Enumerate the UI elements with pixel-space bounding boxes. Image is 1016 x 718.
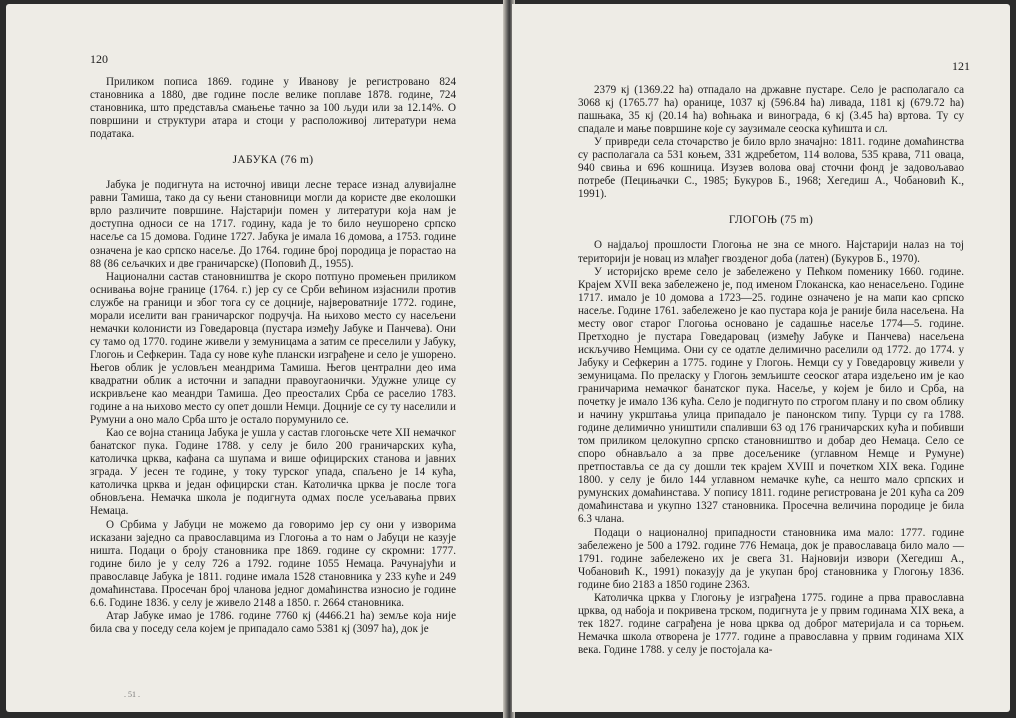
page-number-right: 121 [952, 59, 970, 73]
paragraph: У историјско време село је забележено у Пећком поменику 1660. године. Крајем XVII века забележено је, под именом Глоканска, као ненасељено. Године 1717. имало је 10 домова а 1723—25. године означено је на мапи као српско насеље. Године 1761. забележено је као пустара која је раније била насељена. На месту овог старог Глогоња основано је садашње насеље 1774—5. године. Претходно је пустара Говедаровац (између Јабуке и Панчева) насељена искључиво Немцима. Они су се одатле делимично раселили од 1772. до 1774. у Јабуку и Сефкерин а 1775. године у Глогоњ. Немци су у Говедаровцу живели у земуницама. По преласку у Глогоњ земљиште сеоског атара издељено им је као граничарима немачког банатског пука. Насеље, у којем је било и Срба, на почетку је имало 136 кућа. Село је подигнуто по строгом плану и по свом облику и начину укрштања улица припадало је панонском типу. Турци су га 1788. године делимично уништили спаливши 63 од 176 граничарских кућа и побивши том приликом целокупно српско становништво и добар део Немаца. Село се споро обнављало а за прве досељенике (углавном Немце и Румуне) претпостављa се да су дошли тек крајем XVIII и почетком XIX века. Године 1800. у селу је било 144 углавном немачке куће, са нешто мало српских и румунских домаћинстава. У попису 1811. године регистрована је 201 кућа са 209 домаћинстава и укупно 1327 становника. Просечна величина породице је била 6.3 члана. [578, 265, 964, 526]
paragraph: У привреди села сточарство је било врло значајно: 1811. године домаћинства су располагала са 531 коњем, 331 ждребетом, 114 волова, 535 крава, 711 оваца, 940 свиња и 696 кошница. Изузев волова овај сточни фонд је задовољавао потребе (Пецињачки С., 1985; Букуров Б., 1968; Хегедиш А., Чобановић К., 1991). [578, 136, 964, 201]
section-heading-glogonj: ГЛОГОЊ (75 m) [728, 214, 814, 227]
paragraph: Католичка црква у Глогоњу је изграђена 1775. године а прва православна црква, од набоја и покривена трском, подигнута је у првим годинама XIX века, а тек 1827. године саграђена је нова црква од доброг материјала и са торњем. Немачка школа отворена је 1777. године а православна у првим годинама XIX века. Године 1788. у селу је постојала ка- [578, 591, 964, 656]
footer-mark: . 51 . [124, 690, 140, 699]
page-number-left: 120 [90, 52, 108, 66]
paragraph: Као се војна станица Јабука је ушла у састав глогоњске чете XII немачког банатског пука. Године 1788. у селу је било 200 граничарских кућа, католичка црква, кафана са шупама и више официрских станова и јавних зграда. У јесен те године, у току турског упада, спаљено је 14 кућа, католичка црква и један официрски стан. Католичка црква је после тога обновљена. Немачка школа је подигнута одмах после усељавања првих Немаца. [90, 427, 456, 518]
paragraph: О најдаљој прошлости Глогоња не зна се много. Најстарији налаз на тој територији је новац из млађег гвозденог доба (латен) (Букуров Б., 1970). [578, 239, 964, 265]
paragraph: Подаци о националној припадности становника има мало: 1777. године забележено је 500 а 1792. године 776 Немаца, док је православаца било мало — 1791. године забележено их је свега 31. Најновији извори (Хегедиш А., Чобановић К., 1991) показују да је укупан број становника у Глогоњу 1836. године био 2183 а 1850 године 2363. [578, 526, 964, 591]
right-page-text [578, 84, 964, 657]
left-page-text [90, 76, 456, 636]
paragraph: Јабука је подигнута на источној ивици лесне терасе изнад алувијалне равни Тамиша, тако да су њени становници могли да користе две еколошки врло различите површине. Најстарији помен у литератури која нам је доступна односи се на 1717. годину, када је то било неушорено српско насеље са 15 домова. Године 1727. Јабука је имала 16 домова, а 1753. године означена је као српско насеље. До 1764. године број породица је порастао на 88 (86 сељачких и две граничарске) (Поповић Д., 1955). [90, 179, 456, 270]
right-page [512, 4, 1010, 712]
section-heading-jabuka: ЈАБУКА (76 m) [232, 154, 314, 167]
paragraph: Приликом пописа 1869. године у Иванову је регистровано 824 становника а 1880, две године после велике поплаве 1878. године, 724 становника, што представља смањење тачно за 100 људи или за 12.14%. О површини и структури атара и стоци у расположивој литератури нема података. [90, 76, 456, 141]
paragraph: 2379 кј (1369.22 ha) отпадало на државне пустаре. Село је располагало са 3068 кј (1765.77 ha) оранице, 1037 кј (596.84 ha) ливада, 1181 кј (679.72 ha) пашњака, 35 кј (20.14 ha) воћњака и винограда, 6 кј (3.45 ha) вртова. Ту су спадале и мање површине које су заузимале сеоска кућишта и сл. [578, 84, 964, 136]
paragraph: О Србима у Јабуци не можемо да говоримо јер су они у изворима исказани заједно са православцима из Глогоња а то нам о Јабуци не казује ништа. Подаци о броју становника пре 1869. године су скромни: 1777. године било је у селу 726 а 1792. године 1055 Немаца. Рачунајући и православце Јабука је 1811. године имала 1528 становника у 233 куће и 249 домаћинстава. Просечан број чланова једног домаћинства износио је године 6.6. Године 1836. у селу је живело 2148 а 1850. г. 2664 становника. [90, 518, 456, 609]
paragraph: Атар Јабуке имао је 1786. године 7760 кј (4466.21 ha) земље која није била сва у поседу села којем је припадало само 5381 кј (3097 ha), док је [90, 609, 456, 635]
left-page [6, 4, 506, 712]
paragraph: Национални састав становништва је скоро потпуно промењен приликом оснивања војне границе (1764. г.) јер су се Срби већином изјаснили против службе на граници и због тога су се доцније, највероватније 1772. године, морали иселити ван граничарског подручја. На њихово место су насељени немачки колонисти из Говедаровца (пустара између Јабуке и Панчева). Они су тамо од 1770. године живели у земуницама а затим се преселили у Јабуку, Глогоњ и Сефкерин. Тада су нове куће плански изграђене и село је ушорено. Његов облик је условљен меандрима Тамиша. Његов централни део има квадратни облик а источни и западни правоугаонички. Удужне улице су искривљене као меандри Тамиша. Део преосталих Срба се раселио 1783. године а на њихово место су опет дошли Немци. Доцније се су ту населили и Румуни а оно мало Срба што је остало порумунило се. [90, 270, 456, 427]
